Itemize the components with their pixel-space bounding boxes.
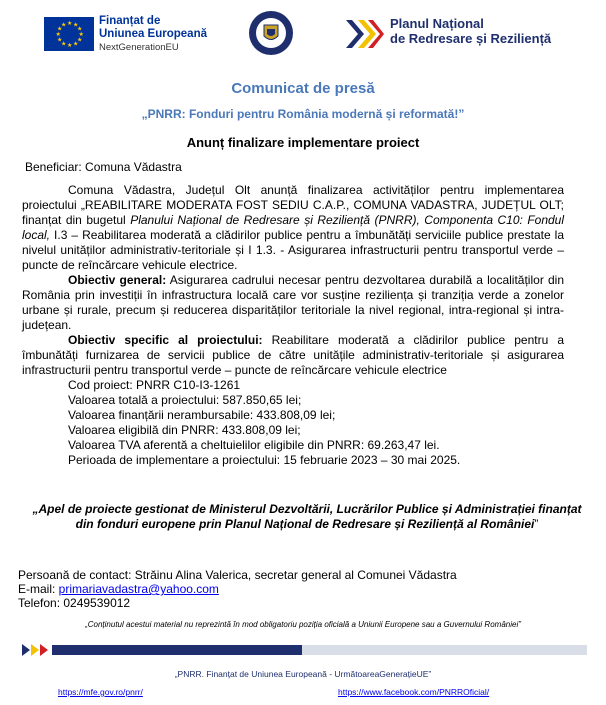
detail-item: Valoarea finanțării nerambursabile: 433.808,09 lei;: [68, 408, 336, 422]
detail-item: Cod proiect: PNRR C10-I3-1261: [68, 378, 241, 392]
specific-objective-paragraph: Obiectiv specific al proiectului: Reabilitare moderată a clădirilor publice pentru a îmbunătăți furnizarea de servicii publice de către unitățile administrativ-teritoriale și asigurarea infrastructurii pentru transportul verde – puncte de reîncărcare vehicule electrice: [22, 333, 564, 377]
svg-text:★: ★: [57, 25, 63, 33]
page-title: Comunicat de presă: [231, 80, 375, 97]
facebook-link[interactable]: https://www.facebook.com/PNRROficial/: [338, 687, 490, 697]
svg-text:★: ★: [61, 40, 67, 48]
project-paragraph: Comuna Vădastra, Județul Olt anunță finalizarea activităților pentru implementarea proiectului „REABILITARE MODERATA FOST SEDIU C.A.P., COMUNA VADASTRA, JUDEȚUL OLT; finanțat din bugetul Planului Național de Redresare și Reziliență (PNRR), Componenta C10: Fondul local, I.3 – Reabilitarea moderată a clădirilor publice pentru a îmbunătăți serviciile publice prestate la nivelul unităților administrativ-teritoriale și I 1.3. - Asigurarea infrastructurii pentru transportul verde – puncte de reîncărcare vehicule electrice.: [22, 183, 565, 272]
svg-text:★: ★: [55, 31, 61, 38]
contact-phone: Telefon: 0249539012: [18, 596, 131, 610]
general-objective-paragraph: Obiectiv general: Asigurarea cadrului necesar pentru dezvoltarea durabilă a localităților din România prin investiții în infrastructura locală care vor susține reziliența și tranziția verde a zonelor urbane și rurale, precum și reducerea disparităților teritoriale la nivel regional, intra-regional și intra-județean.: [22, 273, 564, 332]
detail-item: Valoarea TVA aferentă a cheltuielilor eligibile din PNRR: 69.263,47 lei.: [68, 438, 440, 452]
footer-tagline: „PNRR. Finanțat de Uniunea Europeană - UrmătoareaGenerațieUE”: [174, 669, 432, 679]
svg-text:★: ★: [73, 21, 79, 29]
disclaimer-text: „Conținutul acestui material nu reprezintă în mod obligatoriu poziția oficială a Uniunii Europene sau a Guvernului României”: [85, 620, 521, 629]
pnrr-chevron-icon: [346, 18, 384, 50]
footer-decorative-bar: [22, 642, 587, 658]
pnrr-logo-label: Planul Național de Redresare și Reziliență: [390, 16, 552, 46]
contact-person: Persoană de contact: Străinu Alina Valerica, secretar general al Comunei Vădastra: [18, 568, 457, 582]
detail-item: Valoarea eligibilă din PNRR: 433.808,09 lei;: [68, 423, 301, 437]
press-release-body: [22, 183, 564, 468]
svg-text:★: ★: [61, 21, 67, 29]
contact-email-row: E-mail: primariavadastra@yahoo.com: [18, 582, 219, 596]
header-logos: [0, 10, 606, 60]
funding-call-statement: „Apel de proiecte gestionat de Ministerul Dezvoltării, Lucrărilor Publice și Administrației finanțat din fonduri europene prin Planul Național de Redresare și Reziliență al României”: [32, 502, 582, 531]
project-details-list: [22, 378, 564, 468]
beneficiary-line: Beneficiar: Comuna Vădastra: [25, 160, 182, 174]
svg-text:★: ★: [78, 31, 84, 38]
eu-flag-icon: [44, 17, 94, 51]
eu-funding-label: Finanțat de Uniunea Europeană NextGenerationEU: [99, 15, 207, 53]
svg-text:★: ★: [77, 36, 83, 44]
svg-text:★: ★: [67, 20, 73, 27]
detail-item: Valoarea totală a proiectului: 587.850,65 lei;: [68, 393, 302, 407]
contact-block: [18, 568, 457, 610]
gov-seal-icon: [248, 10, 294, 56]
page-subtitle: „PNRR: Fonduri pentru România modernă și reformată!”: [141, 107, 465, 121]
announcement-heading: Anunț finalizare implementare proiect: [186, 135, 420, 150]
svg-text:★: ★: [57, 36, 63, 44]
svg-text:★: ★: [77, 25, 83, 33]
mfe-link[interactable]: https://mfe.gov.ro/pnrr/: [58, 687, 143, 697]
svg-text:★: ★: [73, 40, 79, 48]
detail-item: Perioada de implementare a proiectului: 15 februarie 2023 – 30 mai 2025.: [68, 453, 461, 467]
email-link[interactable]: primariavadastra@yahoo.com: [58, 582, 219, 596]
svg-text:★: ★: [67, 42, 73, 49]
